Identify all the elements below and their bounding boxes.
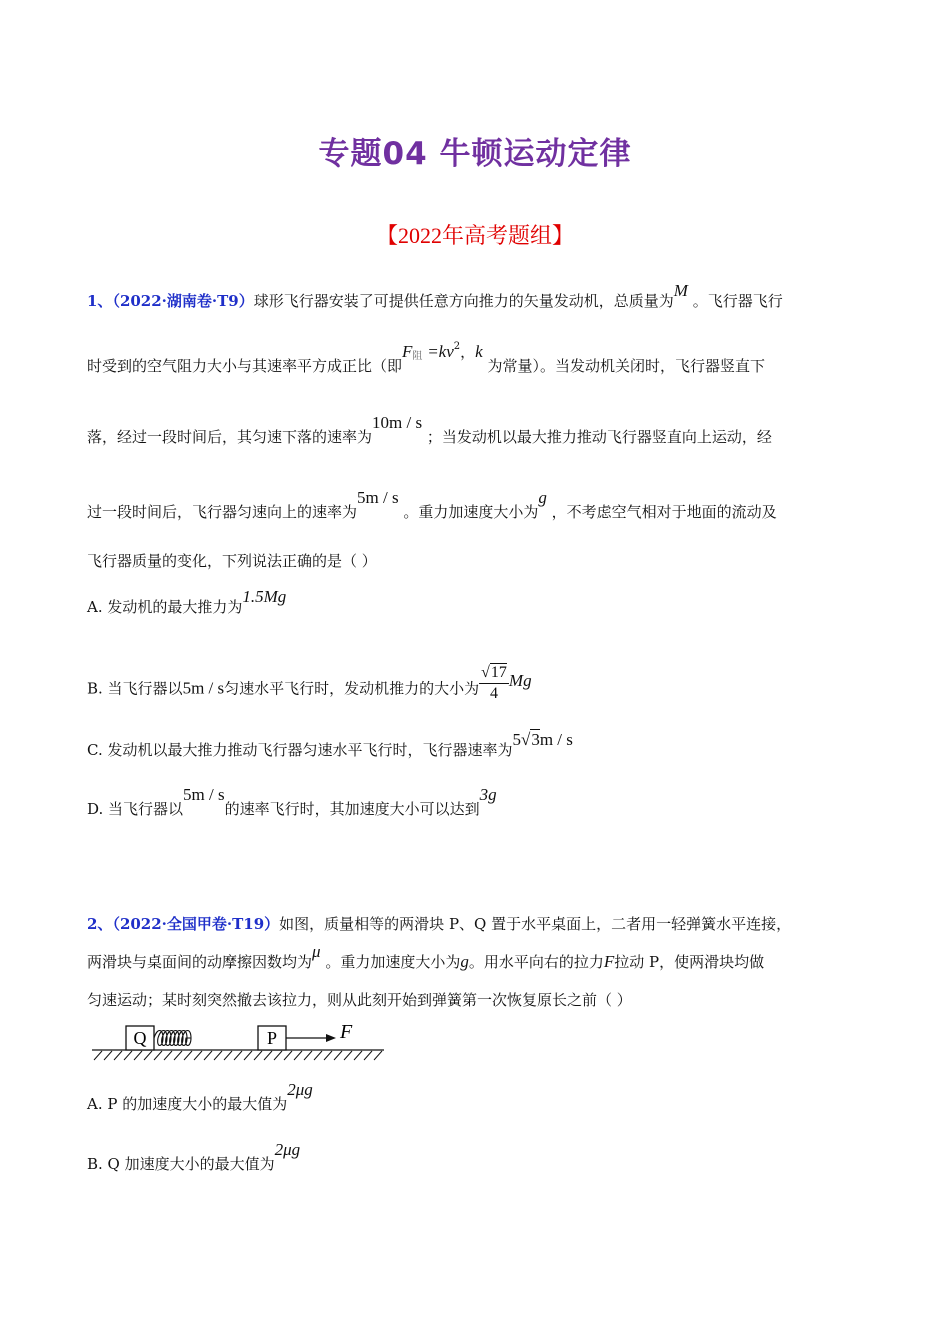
q1-line-3 <box>87 413 772 447</box>
q1-formula: =kv <box>427 342 454 361</box>
q2-source: （2022·全国甲卷·T19） <box>112 915 280 933</box>
q2-option-b[interactable] <box>87 1140 301 1174</box>
q1-option-b-text: 匀速水平飞行时，发动机推力的大小为 <box>224 679 480 698</box>
q1-line-1 <box>87 281 783 311</box>
q1-stem-text: 。飞行器飞行 <box>687 292 783 310</box>
q1-option-d-math: 3g <box>479 785 497 804</box>
q1-option-d-speed: 5m / s <box>183 785 225 804</box>
q2-mu-symbol: μ <box>312 942 321 961</box>
q1-force-subscript: 阻 <box>412 351 423 362</box>
q1-option-b-tail: Mg <box>508 670 532 690</box>
q1-option-b-denominator: 4 <box>490 685 499 702</box>
q2-stem-text: 匀速运动；某时刻突然撤去该拉力，则从此刻开始到弹簧第一次恢复原长之前（ ） <box>87 991 632 1009</box>
q1-option-c-unit: m / s <box>539 730 573 749</box>
q2-option-a-math: 2μg <box>287 1080 313 1099</box>
q1-option-b[interactable] <box>87 664 532 710</box>
q1-formula-exponent: 2 <box>453 341 461 352</box>
q2-stem-text: 拉动 P，使两滑块均做 <box>614 953 765 971</box>
q1-line-5 <box>87 551 377 571</box>
page-title: 专题04 牛顿运动定律 <box>318 136 632 172</box>
q2-stem-text: 两滑块与桌面间的动摩擦因数均为 <box>87 953 313 971</box>
q2-option-b-math: 2μg <box>274 1140 301 1159</box>
q1-option-a-text: A. 发动机的最大推力为 <box>87 598 243 616</box>
q1-stem-text: 落，经过一段时间后，其匀速下落的速率为 <box>87 428 373 446</box>
q1-g-symbol: g <box>538 488 547 507</box>
q2-stem-text: 。用水平向右的拉力 <box>468 953 604 971</box>
q1-k-symbol: k <box>475 342 483 361</box>
q1-option-a[interactable] <box>87 587 287 617</box>
block-p-label: P <box>266 1028 278 1048</box>
q1-option-d-text: 的速率飞行时，其加速度大小可以达到 <box>224 800 480 818</box>
q1-separator: ， <box>460 343 476 361</box>
q1-speed-down: 10m / s <box>372 413 423 432</box>
q2-line-2 <box>87 942 765 972</box>
q1-option-c-math: 5√3m / s <box>512 730 573 749</box>
q1-stem-text: 为常量）。当发动机关闭时，飞行器竖直下 <box>482 357 765 375</box>
q1-number: 1、 <box>87 292 113 310</box>
q1-stem-text: 过一段时间后，飞行器匀速向上的速率为 <box>87 503 358 521</box>
q1-mass-symbol: M <box>673 281 688 300</box>
q1-stem-text: ；当发动机以最大推力推动飞行器竖直向上运动，经 <box>426 428 772 446</box>
q1-speed-up: 5m / s <box>357 488 399 507</box>
q2-g-symbol: g <box>460 952 469 971</box>
q2-stem-text: 。重力加速度大小为 <box>320 953 461 971</box>
q1-line-2 <box>87 341 765 381</box>
q1-option-b-text: B. 当飞行器以 <box>87 679 183 698</box>
q2-force-symbol: F <box>603 952 615 971</box>
force-arrowhead <box>326 1034 336 1042</box>
section-heading: 【2022年高考题组】 <box>375 223 574 248</box>
q1-option-a-math: 1.5Mg <box>242 587 287 606</box>
q1-option-c-text: C. 发动机以最大推力推动飞行器匀速水平飞行时，飞行器速率为 <box>87 741 513 759</box>
block-q-label: Q <box>133 1028 147 1048</box>
q2-option-b-text: B. Q 加速度大小的最大值为 <box>87 1155 275 1173</box>
q1-stem-text: 时受到的空气阻力大小与其速率平方成正比（即 <box>87 357 403 375</box>
q2-option-a[interactable] <box>87 1080 313 1114</box>
q1-line-4 <box>87 488 777 522</box>
spring <box>154 1031 191 1046</box>
q2-line-1 <box>87 914 791 934</box>
q1-source: （2022·湖南卷·T9） <box>112 292 254 310</box>
q1-option-b-numerator: 17 <box>490 664 507 681</box>
q1-option-d[interactable] <box>87 785 497 819</box>
q1-stem-text: 飞行器质量的变化，下列说法正确的是（ ） <box>87 552 377 570</box>
q1-stem-text: 。重力加速度大小为 <box>403 503 539 521</box>
force-label: F <box>340 1022 353 1043</box>
q1-option-c-coef: 5 <box>512 730 521 749</box>
q2-line-3 <box>87 990 632 1010</box>
q1-option-b-speed: 5m / s <box>182 678 225 698</box>
q2-figure-spring-blocks <box>90 1022 390 1064</box>
q1-option-c[interactable] <box>87 730 573 760</box>
q1-option-d-text: D. 当飞行器以 <box>87 800 184 818</box>
q2-number: 2、 <box>87 915 113 933</box>
q1-force-symbol: F <box>402 342 413 361</box>
q1-stem-text: ，不考虑空气相对于地面的流动及 <box>546 503 777 521</box>
q1-stem-text: 球形飞行器安装了可提供任意方向推力的矢量发动机，总质量为 <box>253 292 674 310</box>
q2-stem-text: 如图，质量相等的两滑块 P、Q 置于水平桌面上，二者用一轻弹簧水平连接， <box>279 915 792 933</box>
q1-option-b-fraction: $\frac{√17}{4}$ <box>481 664 507 702</box>
q1-option-c-radicand: 3 <box>531 730 540 749</box>
q2-option-a-text: A. P 的加速度大小的最大值为 <box>87 1095 288 1113</box>
